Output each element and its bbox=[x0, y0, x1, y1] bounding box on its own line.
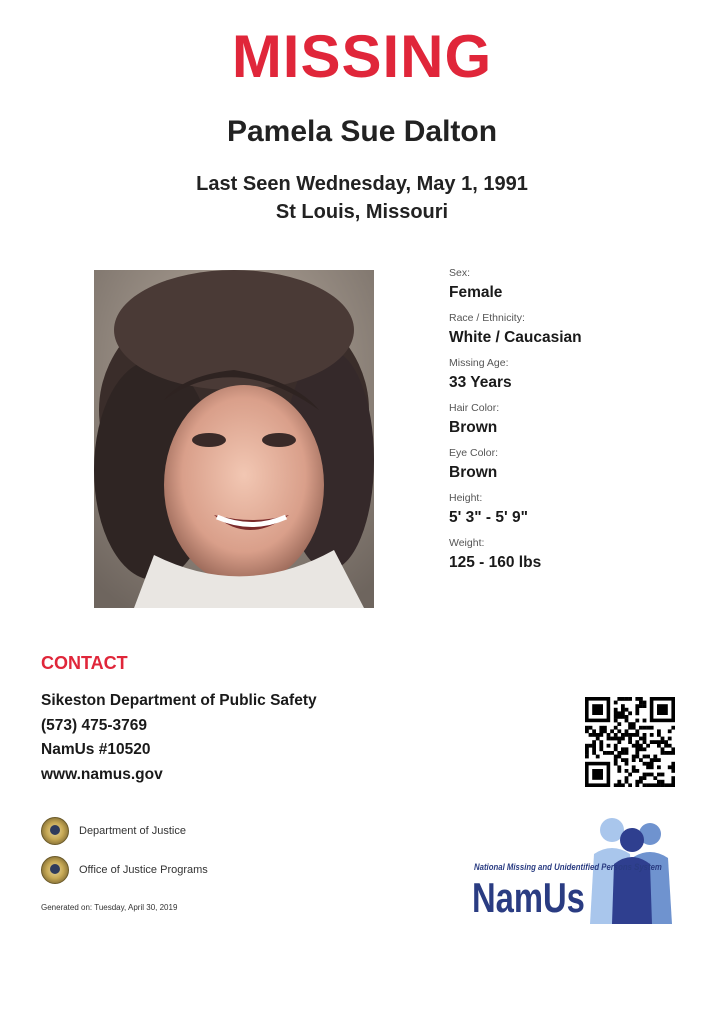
detail-weight bbox=[449, 536, 689, 573]
website-link[interactable]: www.namus.gov bbox=[41, 765, 163, 783]
detail-value: Brown bbox=[449, 464, 498, 481]
detail-race bbox=[449, 311, 689, 348]
detail-label: Height: bbox=[449, 492, 483, 504]
namus-logo bbox=[472, 812, 682, 924]
detail-value: White / Caucasian bbox=[449, 329, 582, 346]
detail-label: Race / Ethnicity: bbox=[449, 312, 525, 324]
detail-label: Weight: bbox=[449, 537, 485, 549]
last-seen-block bbox=[0, 170, 724, 226]
logo-tagline: National Missing and Unidentified Persons System bbox=[474, 862, 662, 873]
detail-missing-age bbox=[449, 356, 689, 393]
detail-label: Missing Age: bbox=[449, 357, 509, 369]
doj-name: Department of Justice bbox=[79, 825, 186, 837]
detail-value: 5' 3" - 5' 9" bbox=[449, 509, 528, 526]
ojp-seal-icon bbox=[41, 856, 69, 884]
detail-height bbox=[449, 491, 689, 528]
contact-info bbox=[41, 689, 317, 787]
contact-agency: Sikeston Department of Public Safety bbox=[41, 692, 317, 709]
last-seen-location: St Louis, Missouri bbox=[275, 201, 449, 223]
qr-code-icon[interactable] bbox=[585, 697, 675, 787]
detail-label: Sex: bbox=[449, 267, 471, 279]
detail-eye-color bbox=[449, 446, 689, 483]
ojp-row bbox=[41, 856, 208, 884]
case-number: NamUs #10520 bbox=[41, 741, 151, 758]
contact-heading: CONTACT bbox=[41, 653, 128, 673]
generated-date: Generated on: Tuesday, April 30, 2019 bbox=[41, 903, 178, 912]
missing-headline: MISSING bbox=[231, 23, 493, 90]
detail-value: 33 Years bbox=[449, 374, 512, 391]
logo-wordmark: NamUs bbox=[472, 874, 585, 921]
ojp-name: Office of Justice Programs bbox=[79, 864, 208, 876]
details-panel bbox=[449, 266, 689, 581]
person-name: Pamela Sue Dalton bbox=[226, 115, 498, 148]
doj-seal-icon bbox=[41, 817, 69, 845]
last-seen-date: Last Seen Wednesday, May 1, 1991 bbox=[196, 173, 528, 195]
doj-row bbox=[41, 817, 186, 845]
missing-person-photo bbox=[94, 270, 374, 608]
contact-phone[interactable]: (573) 475-3769 bbox=[41, 716, 147, 734]
detail-sex bbox=[449, 266, 689, 303]
detail-label: Hair Color: bbox=[449, 402, 500, 414]
detail-hair-color bbox=[449, 401, 689, 438]
detail-label: Eye Color: bbox=[449, 447, 499, 459]
detail-value: Female bbox=[449, 284, 503, 301]
detail-value: Brown bbox=[449, 419, 498, 436]
detail-value: 125 - 160 lbs bbox=[449, 554, 542, 571]
